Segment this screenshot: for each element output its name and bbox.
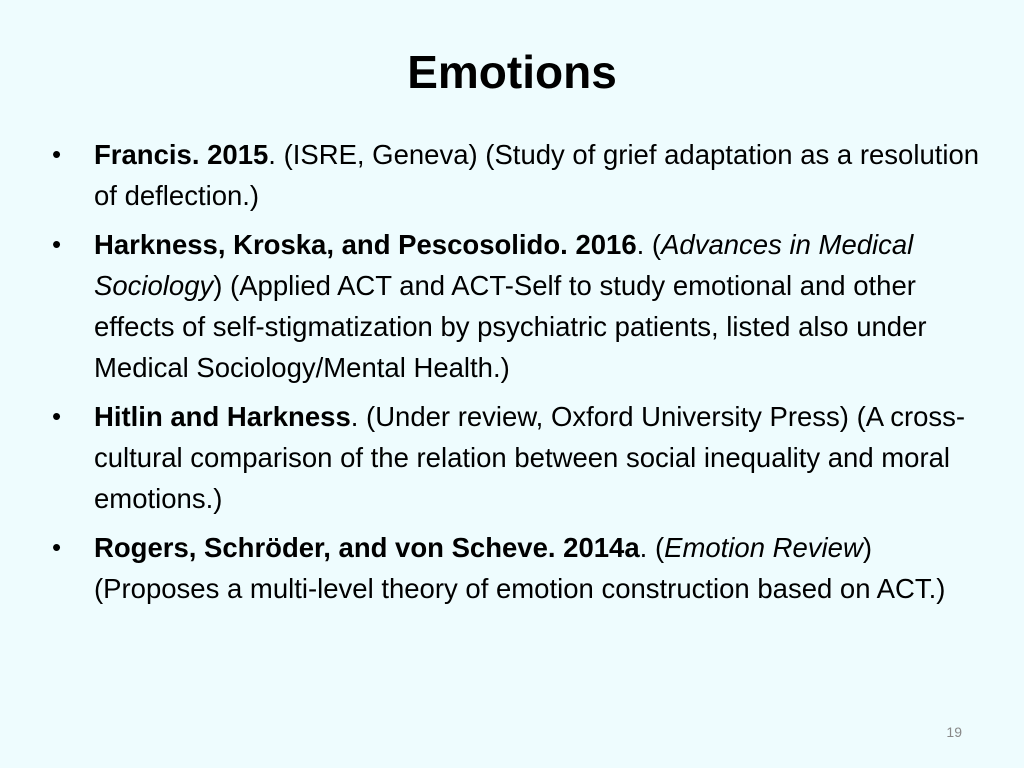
- journal-name: Advances in Medical Sociology: [94, 229, 914, 301]
- separator: .: [268, 139, 284, 170]
- bullet-icon: •: [52, 401, 62, 431]
- description: (ISRE, Geneva) (Study of grief adaptation as a resolution of deflection.): [94, 139, 980, 211]
- list-item: [52, 396, 982, 519]
- list-item: [52, 527, 982, 609]
- bullet-icon: •: [52, 139, 62, 169]
- citation: Hitlin and Harkness: [94, 401, 351, 432]
- citation: Rogers, Schröder, and von Scheve. 2014a: [94, 532, 640, 563]
- list-item: [52, 224, 982, 388]
- page-number: 19: [946, 724, 962, 740]
- list-item: [52, 134, 982, 216]
- journal-name: Emotion Review: [664, 532, 863, 563]
- paren-open: (: [651, 229, 662, 260]
- paren-open: (: [654, 532, 665, 563]
- citation: Francis. 2015: [94, 139, 269, 170]
- slide-title: Emotions: [407, 46, 617, 98]
- bullet-icon: •: [52, 229, 62, 259]
- separator: .: [350, 401, 367, 432]
- bullet-icon: •: [52, 532, 62, 562]
- separator: .: [636, 229, 652, 260]
- description: (Under review, Oxford University Press) (A cross-cultural comparison of the relation between social inequality and moral emotions.): [94, 401, 966, 514]
- bullet-list: [52, 134, 982, 617]
- separator: .: [639, 532, 655, 563]
- description: ) (Applied ACT and ACT-Self to study emotional and other effects of self-stigmatization by psychiatric patients, listed also under Medical Sociology/Mental Health.): [94, 270, 927, 383]
- description: ) (Proposes a multi-level theory of emotion construction based on ACT.): [94, 532, 946, 604]
- citation: Harkness, Kroska, and Pescosolido. 2016: [94, 229, 637, 260]
